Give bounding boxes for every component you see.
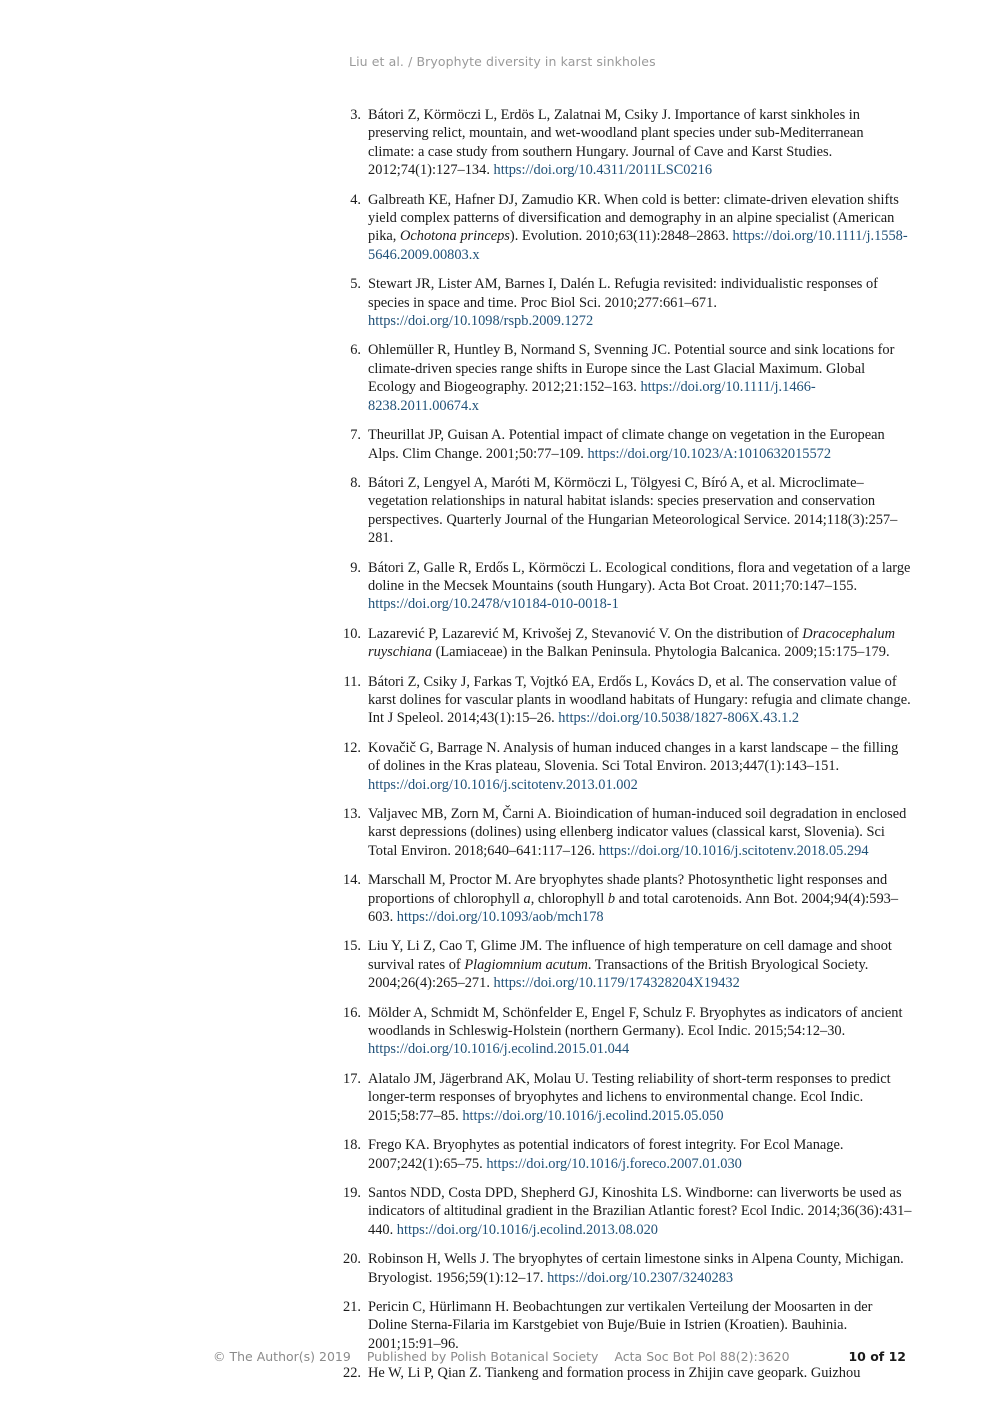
doi-link[interactable]: https://doi.org/10.4311/2011LSC0216 xyxy=(493,162,713,179)
reference-text: Marschall M, Proctor M. Are bryophytes shade plants? Photosynthetic light responses and proportions of chlorophyll xyxy=(368,872,888,907)
reference-list xyxy=(340,106,912,1394)
doi-link[interactable]: https://doi.org/10.5038/1827-806X.43.1.2 xyxy=(558,710,800,727)
reference-text: Bátori Z, Galle R, Erdős L, Körmöczi L. Ecological conditions, flora and vegetation of a large doline in the Mecsek Mountains (south Hungary). Acta Bot Croat. 2011;70:147–155. xyxy=(368,559,911,594)
reference-text: Stewart JR, Lister AM, Barnes I, Dalén L. Refugia revisited: individualistic responses of species in space and time. Proc Biol Sci. 2010;277:661–671. xyxy=(368,276,878,311)
reference-number: 9. xyxy=(350,559,361,576)
reference-item xyxy=(340,1298,912,1353)
reference-text: Bátori Z, Csiky J, Farkas T, Vojtkó EA, Erdős L, Kovács D, et al. The conservation value of karst dolines for vascular plants in woodland habitats of Hungary: refugia and climate change. Int J Speleol. 2014;43(1):15–26. xyxy=(368,673,911,727)
reference-number: 22. xyxy=(343,1365,361,1382)
reference-number: 4. xyxy=(350,191,361,208)
reference-number: 6. xyxy=(350,342,361,359)
reference-item xyxy=(340,739,912,794)
doi-link[interactable]: https://doi.org/10.1016/j.ecolind.2015.05.050 xyxy=(462,1107,724,1124)
reference-italic: a xyxy=(523,890,531,907)
reference-item xyxy=(340,1136,912,1173)
footer-copyright: © The Author(s) 2019 xyxy=(213,1349,351,1364)
reference-italic: b xyxy=(607,890,616,907)
doi-link[interactable]: https://doi.org/10.1111/j.1558-5646.2009.00803.x xyxy=(368,228,908,263)
reference-item xyxy=(340,1364,912,1382)
reference-item xyxy=(340,625,912,662)
reference-text: , chlorophyll xyxy=(530,890,605,907)
reference-italic: Ochotona princeps xyxy=(399,228,510,245)
reference-item xyxy=(340,474,912,548)
reference-italic: Plagiomnium acutum xyxy=(464,956,588,973)
reference-number: 12. xyxy=(343,739,361,756)
reference-number: 15. xyxy=(343,938,361,955)
doi-link[interactable]: https://doi.org/10.1179/174328204X19432 xyxy=(493,975,740,992)
page-footer xyxy=(213,1349,906,1364)
reference-text: Valjavec MB, Zorn M, Čarni A. Bioindication of human-induced soil degradation in enclosed karst depressions (dolines) using ellenberg indicator values (classical karst, Slovenia). Sci Total Environ. 2018;640–641:117–126. xyxy=(368,806,907,859)
reference-number: 20. xyxy=(343,1251,361,1268)
reference-number: 3. xyxy=(350,107,361,123)
reference-number: 10. xyxy=(343,625,361,642)
reference-text: Kovačič G, Barrage N. Analysis of human induced changes in a karst landscape – the filling of dolines in the Kras plateau, Slovenia. Sci Total Environ. 2013;447(1):143–151. xyxy=(368,739,899,775)
reference-text: Frego KA. Bryophytes as potential indicators of forest integrity. For Ecol Manage. 2007;242(1):65–75. xyxy=(368,1137,844,1172)
reference-number: 17. xyxy=(343,1070,361,1087)
reference-number: 16. xyxy=(343,1004,361,1021)
reference-item xyxy=(340,805,912,860)
reference-item xyxy=(340,937,912,992)
doi-link[interactable]: https://doi.org/10.1016/j.ecolind.2013.08.020 xyxy=(396,1221,658,1238)
reference-text: ). Evolution. 2010;63(11):2848–2863. xyxy=(509,228,729,245)
reference-item xyxy=(340,673,912,728)
reference-text: Mölder A, Schmidt M, Schönfelder E, Engel F, Schulz F. Bryophytes as indicators of ancient woodlands in Schleswig-Holstein (northern Germany). Ecol Indic. 2015;54:12–30. xyxy=(368,1004,903,1040)
footer-citation: Acta Soc Bot Pol 88(2):3620 xyxy=(614,1349,790,1364)
doi-link[interactable]: https://doi.org/10.2478/v10184-010-0018-1 xyxy=(368,596,619,613)
reference-item xyxy=(340,871,912,926)
reference-item xyxy=(340,426,912,463)
doi-link[interactable]: https://doi.org/10.1016/j.ecolind.2015.01.044 xyxy=(368,1041,630,1058)
reference-item xyxy=(340,559,912,614)
doi-link[interactable]: https://doi.org/10.1016/j.foreco.2007.01.030 xyxy=(486,1155,742,1172)
reference-item xyxy=(340,1250,912,1287)
reference-item xyxy=(340,341,912,415)
reference-text: (Lamiaceae) in the Balkan Peninsula. Phytologia Balcanica. 2009;15:175–179. xyxy=(435,644,890,661)
running-head: Liu et al. / Bryophyte diversity in karst sinkholes xyxy=(349,54,656,69)
page-number: 10 of 12 xyxy=(848,1349,906,1364)
reference-item xyxy=(340,275,912,330)
doi-link[interactable]: https://doi.org/10.1093/aob/mch178 xyxy=(396,909,604,926)
reference-text: Theurillat JP, Guisan A. Potential impact of climate change on vegetation in the European Alps. Clim Change. 2001;50:77–109. xyxy=(368,427,885,462)
reference-text: Bátori Z, Körmöczi L, Erdös L, Zalatnai M, Csiky J. Importance of karst sinkholes in preserving relict, mountain, and wet-woodland plant species under sub-Mediterranean climate: a case study from southern Hungary. Journal of Cave and Karst Studies. 2012;74(1):127–134. xyxy=(368,107,864,179)
reference-number: 7. xyxy=(350,427,361,444)
reference-number: 13. xyxy=(343,806,361,822)
reference-item xyxy=(340,106,912,180)
reference-text: Ohlemüller R, Huntley B, Normand S, Svenning JC. Potential source and sink locations for climate-driven species range shifts in Europe since the Last Glacial Maximum. Global Ecology and Biogeography. 2012;21:152–163. xyxy=(368,342,895,396)
reference-text: . Transactions of the British Bryological Society. 2004;26(4):265–271. xyxy=(368,956,869,992)
doi-link[interactable]: https://doi.org/10.1016/j.scitotenv.2013.01.002 xyxy=(368,776,638,793)
reference-text: Bátori Z, Lengyel A, Maróti M, Körmöczi L, Tölgyesi C, Bíró A, et al. Microclimate–vegetation relationships in natural habitat islands: species preservation and conservation perspectives. Quarterly Journal of the Hungarian Meteorological Service. 2014;118(3):257–281. xyxy=(368,474,898,547)
reference-number: 8. xyxy=(350,474,361,491)
reference-italic: Dracocephalum ruyschiana xyxy=(368,625,896,661)
reference-number: 5. xyxy=(350,276,361,293)
doi-link[interactable]: https://doi.org/10.1111/j.1466-8238.2011.00674.x xyxy=(368,379,816,414)
reference-item xyxy=(340,1004,912,1059)
doi-link[interactable]: https://doi.org/10.1016/j.scitotenv.2018.05.294 xyxy=(598,842,869,859)
reference-item xyxy=(340,1070,912,1125)
reference-number: 14. xyxy=(343,872,361,889)
reference-text: Santos NDD, Costa DPD, Shepherd GJ, Kinoshita LS. Windborne: can liverworts be used as indicators of altitudinal gradient in the Brazilian Atlantic forest? Ecol Indic. 2014;36(36):431–440. xyxy=(368,1184,912,1238)
reference-number: 21. xyxy=(343,1298,361,1315)
doi-link[interactable]: https://doi.org/10.1098/rspb.2009.1272 xyxy=(368,313,594,330)
reference-text: and total carotenoids. Ann Bot. 2004;94(4):593–603. xyxy=(368,890,899,926)
reference-text: Galbreath KE, Hafner DJ, Zamudio KR. When cold is better: climate-driven elevation shifts yield complex patterns of diversification and demography in an alpine specialist (American pika, xyxy=(368,191,899,245)
doi-link[interactable]: https://doi.org/10.2307/3240283 xyxy=(547,1269,734,1286)
footer-publisher: Published by Polish Botanical Society xyxy=(366,1349,599,1364)
doi-link[interactable]: https://doi.org/10.1023/A:1010632015572 xyxy=(587,445,832,462)
reference-item xyxy=(340,1184,912,1239)
reference-text: Pericin C, Hürlimann H. Beobachtungen zur vertikalen Verteilung der Moosarten in der Doline Sterna-Filaria im Karstgebiet von Buje/Buie in Istrien (Kroatien). Bauhinia. 2001;15:91–96. xyxy=(368,1298,873,1352)
reference-text: Alatalo JM, Jägerbrand AK, Molau U. Testing reliability of short-term responses to predict longer-term responses of bryophytes and lichens to environmental change. Ecol Indic. 2015;58:77–85. xyxy=(368,1070,891,1124)
reference-number: 19. xyxy=(343,1184,361,1201)
reference-number: 18. xyxy=(343,1137,361,1154)
reference-text: He W, Li P, Qian Z. Tiankeng and formation process in Zhijin cave geopark. Guizhou xyxy=(368,1365,861,1382)
reference-text: Lazarević P, Lazarević M, Krivošej Z, Stevanović V. On the distribution of xyxy=(368,625,799,642)
reference-number: 11. xyxy=(343,673,361,690)
reference-text: Liu Y, Li Z, Cao T, Glime JM. The influence of high temperature on cell damage and shoot survival rates of xyxy=(368,938,892,973)
reference-text: Robinson H, Wells J. The bryophytes of certain limestone sinks in Alpena County, Michigan. Bryologist. 1956;59(1):12–17. xyxy=(368,1251,904,1286)
reference-item xyxy=(340,191,912,265)
